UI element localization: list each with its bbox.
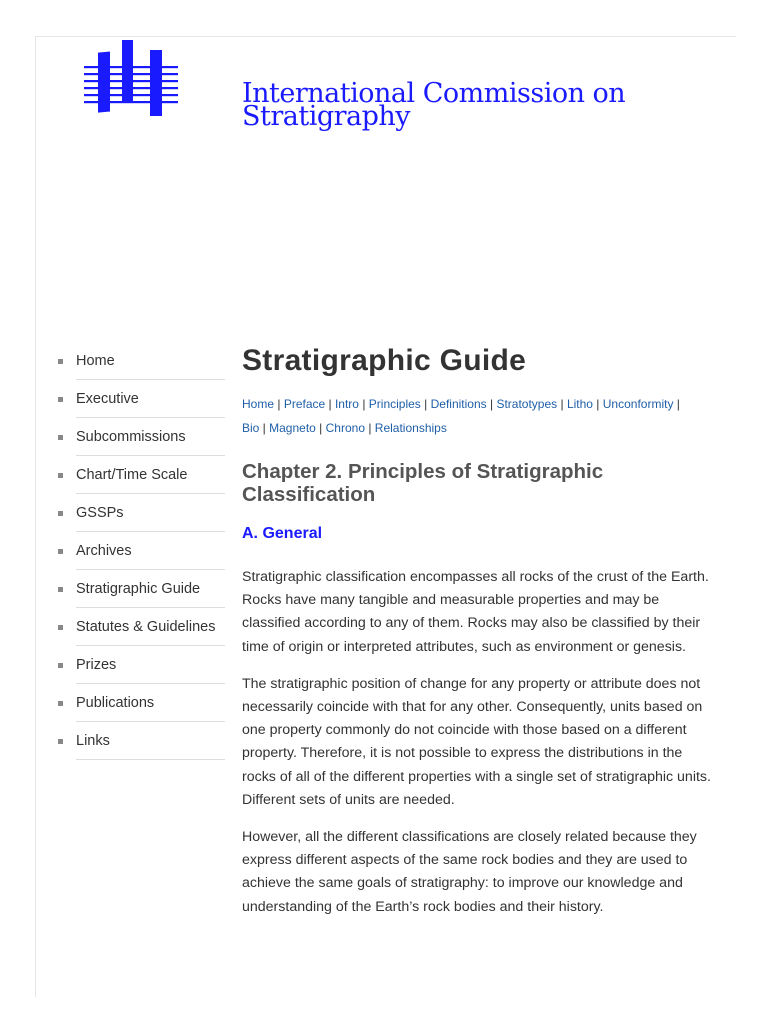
sidebar-item-gssps[interactable] xyxy=(55,494,225,532)
site-title-line1: International Commission on xyxy=(242,78,626,109)
guide-nav-links xyxy=(242,392,716,440)
sidebar-link[interactable]: Chart/Time Scale xyxy=(76,456,225,494)
sidebar-link[interactable]: Stratigraphic Guide xyxy=(76,570,225,608)
nav-separator: | xyxy=(259,421,270,435)
bullet-icon xyxy=(58,587,63,592)
sidebar-item-home[interactable] xyxy=(55,342,225,380)
nav-link-bio[interactable]: Bio xyxy=(242,421,260,435)
nav-separator: | xyxy=(365,421,375,435)
bullet-icon xyxy=(58,511,63,516)
nav-separator: | xyxy=(358,397,369,411)
bullet-icon xyxy=(58,663,63,668)
bullet-icon xyxy=(58,549,63,554)
sidebar-item-prizes[interactable] xyxy=(55,646,225,684)
nav-separator: | xyxy=(420,397,431,411)
sidebar-link[interactable]: Subcommissions xyxy=(76,418,225,456)
section-title: A. General xyxy=(242,525,323,542)
nav-link-litho[interactable]: Litho xyxy=(566,397,593,411)
bullet-icon xyxy=(58,625,63,630)
sidebar-link[interactable]: Links xyxy=(76,722,225,760)
paragraph: The stratigraphic position of change for any property or attribute does not necessarily coincide with that for any other. Consequently, units based on one property commonly do not coincide with those based on a different property. Therefore, it is not possible to express the distributions in the rocks of all of the different properties with a single set of stratigraphic units. Different sets of units are needed. xyxy=(242,675,711,808)
bullet-icon xyxy=(58,435,63,440)
nav-separator: | xyxy=(486,397,497,411)
nav-separator: | xyxy=(592,397,603,411)
nav-link-preface[interactable]: Preface xyxy=(283,397,326,411)
sidebar-item-executive[interactable] xyxy=(55,380,225,418)
sidebar-link[interactable]: Statutes & Guidelines xyxy=(76,608,225,646)
sidebar-item-statutes-guidelines[interactable] xyxy=(55,608,225,646)
bullet-icon xyxy=(58,473,63,478)
nav-link-stratotypes[interactable]: Stratotypes xyxy=(496,397,558,411)
sidebar-item-subcommissions[interactable] xyxy=(55,418,225,456)
nav-separator: | xyxy=(673,397,680,411)
nav-link-relationships[interactable]: Relationships xyxy=(374,421,447,435)
nav-link-intro[interactable]: Intro xyxy=(334,397,359,411)
nav-link-principles[interactable]: Principles xyxy=(368,397,421,411)
sidebar-link[interactable]: Publications xyxy=(76,684,225,722)
nav-link-definitions[interactable]: Definitions xyxy=(430,397,487,411)
site-title[interactable] xyxy=(242,78,626,132)
sidebar-item-publications[interactable] xyxy=(55,684,225,722)
nav-separator: | xyxy=(325,397,335,411)
sidebar-item-archives[interactable] xyxy=(55,532,225,570)
nav-link-unconformity[interactable]: Unconformity xyxy=(602,397,674,411)
bullet-icon xyxy=(58,397,63,402)
nav-separator: | xyxy=(557,397,567,411)
sidebar-link[interactable]: GSSPs xyxy=(76,494,225,532)
nav-link-home[interactable]: Home xyxy=(242,397,275,411)
paragraph: However, all the different classifications are closely related because they express different aspects of the same rock bodies and they are used to achieve the same goals of stratigraphy: to improve our knowledge and understanding of the Earth’s rock bodies and their history. xyxy=(242,829,697,915)
sidebar-nav xyxy=(55,342,225,760)
sidebar-link[interactable]: Home xyxy=(76,342,225,380)
sidebar-link[interactable]: Prizes xyxy=(76,646,225,684)
paragraph: Stratigraphic classification encompasses all rocks of the crust of the Earth. Rocks have many tangible and measurable properties and may be classified according to any of them. Rocks may also be classified by their time of origin or interpreted attributes, such as environment or genesis. xyxy=(242,569,709,655)
page-title: Stratigraphic Guide xyxy=(242,344,527,377)
bullet-icon xyxy=(58,739,63,744)
nav-link-chrono[interactable]: Chrono xyxy=(325,421,365,435)
nav-link-magneto[interactable]: Magneto xyxy=(269,421,316,435)
sidebar-item-chart-time-scale[interactable] xyxy=(55,456,225,494)
ics-logo[interactable] xyxy=(82,40,180,122)
nav-separator: | xyxy=(315,421,326,435)
bullet-icon xyxy=(58,701,63,706)
chapter-title: Chapter 2. Principles of Stratigraphic Classification xyxy=(242,460,604,506)
bullet-icon xyxy=(58,359,63,364)
sidebar-item-links[interactable] xyxy=(55,722,225,760)
main-content xyxy=(242,340,716,919)
site-title-line2: Stratigraphy xyxy=(242,101,411,132)
sidebar-link[interactable]: Archives xyxy=(76,532,225,570)
nav-separator: | xyxy=(274,397,284,411)
sidebar-link[interactable]: Executive xyxy=(76,380,225,418)
sidebar-item-stratigraphic-guide[interactable] xyxy=(55,570,225,608)
